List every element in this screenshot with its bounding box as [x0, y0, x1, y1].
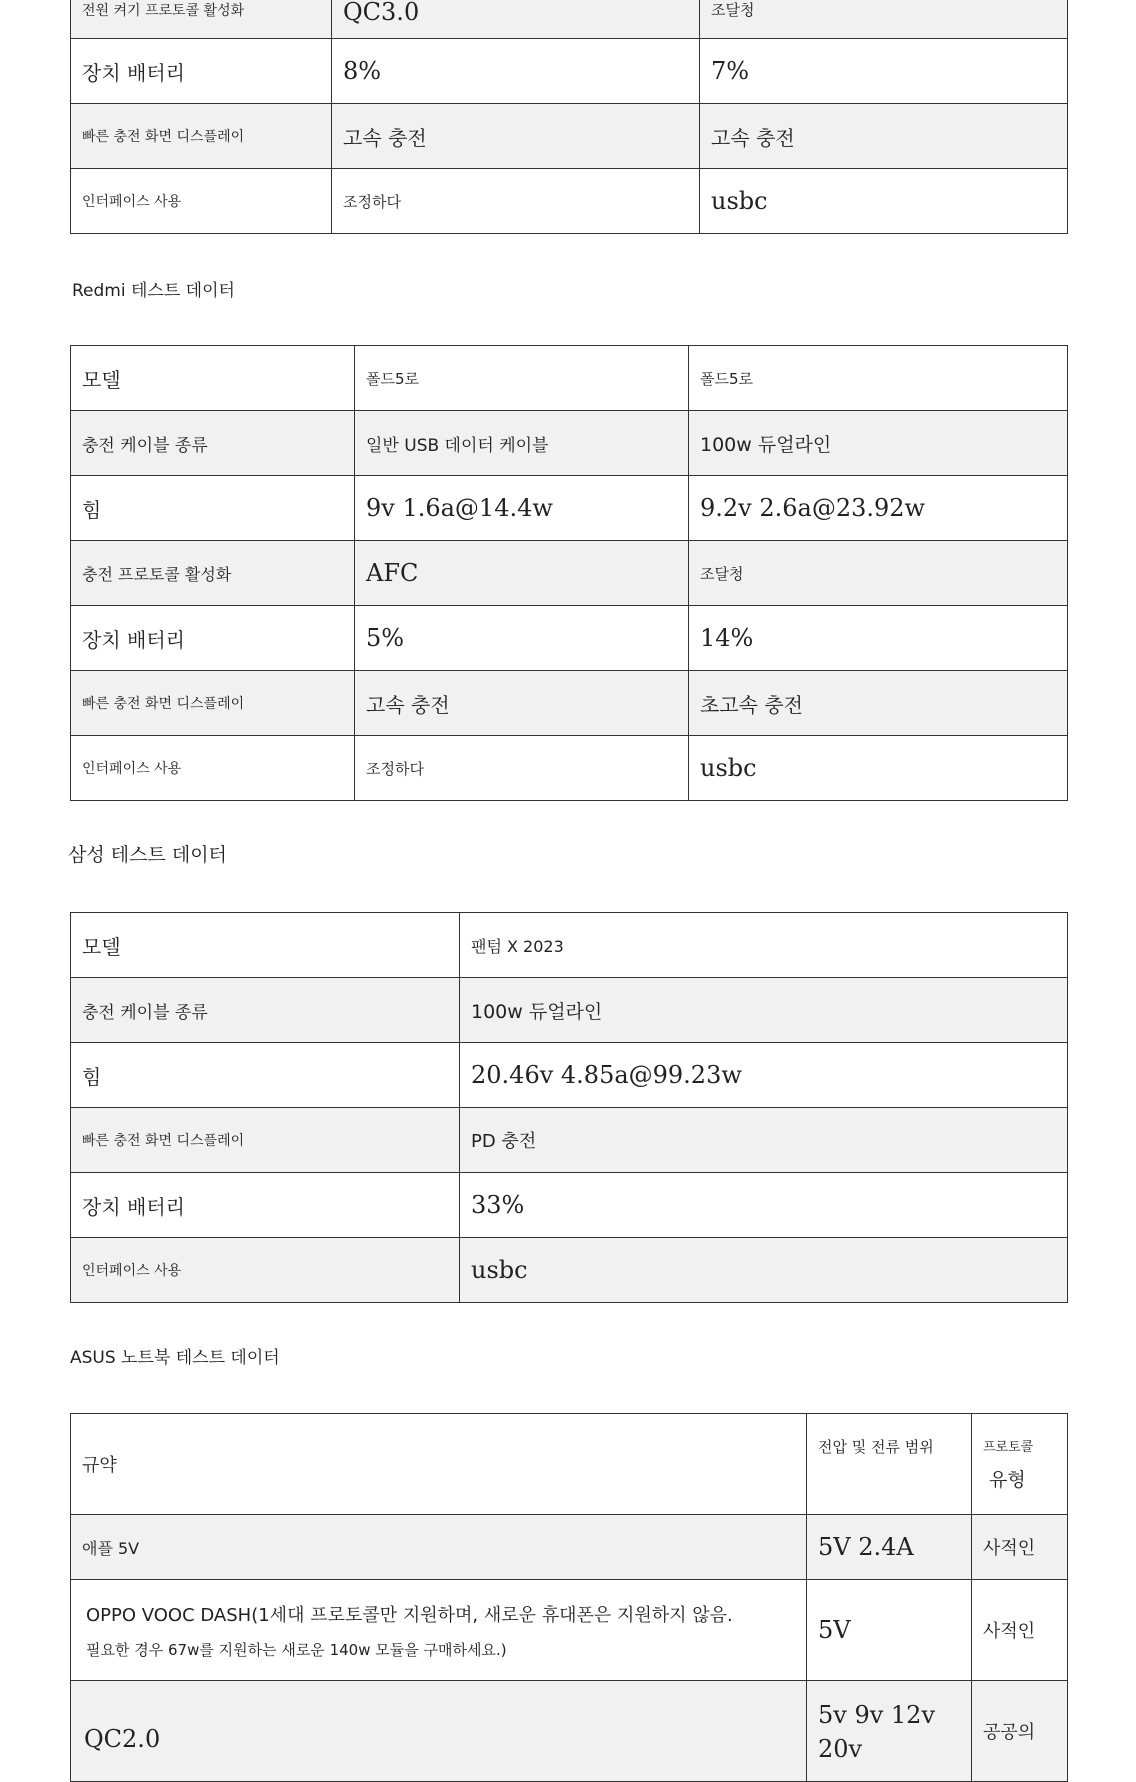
- table-row: [71, 913, 1068, 978]
- row-value: 조달청: [700, 0, 1068, 39]
- table-row: [71, 104, 1068, 169]
- column-header-range: 전압 및 전류 범위: [807, 1414, 972, 1515]
- row-label: 빠른 충전 화면 디스플레이: [71, 104, 332, 169]
- table-row: [71, 978, 1068, 1043]
- table-row: [71, 1580, 1068, 1681]
- column-header-protocol: 규약: [71, 1414, 807, 1515]
- redmi-test-table: [70, 345, 1068, 801]
- row-label: 장치 배터리: [71, 39, 332, 104]
- table-row: [71, 606, 1068, 671]
- row-value: 7%: [700, 39, 1068, 104]
- column-header-type: [972, 1414, 1068, 1515]
- row-label: 모델: [71, 913, 460, 978]
- row-value: 100w 듀얼라인: [460, 978, 1068, 1043]
- range-cell: 5V 2.4A: [807, 1515, 972, 1580]
- row-value: QC3.0: [332, 0, 700, 39]
- table-row: [71, 1515, 1068, 1580]
- protocol-cell: [71, 1580, 807, 1681]
- type-cell: 사적인: [972, 1515, 1068, 1580]
- table-row: [71, 39, 1068, 104]
- asus-test-table: [70, 1413, 1068, 1782]
- row-label: 빠른 충전 화면 디스플레이: [71, 671, 355, 736]
- table-row: [71, 411, 1068, 476]
- table-row: [71, 736, 1068, 801]
- range-cell: [807, 1681, 972, 1782]
- row-value: 고속 충전: [700, 104, 1068, 169]
- row-label: 충전 케이블 종류: [71, 411, 355, 476]
- row-value: 초고속 충전: [689, 671, 1068, 736]
- row-value: 14%: [689, 606, 1068, 671]
- protocol-cell: QC2.0: [71, 1681, 807, 1782]
- row-label: 충전 프로토콜 활성화: [71, 541, 355, 606]
- row-label: 힘: [71, 476, 355, 541]
- row-value: 9.2v 2.6a@23.92w: [689, 476, 1068, 541]
- row-value: PD 충전: [460, 1108, 1068, 1173]
- row-label: 힘: [71, 1043, 460, 1108]
- row-label: 인터페이스 사용: [71, 169, 332, 234]
- row-label: 충전 케이블 종류: [71, 978, 460, 1043]
- table-row: [71, 1043, 1068, 1108]
- table-row: [71, 1173, 1068, 1238]
- type-cell: 사적인: [972, 1580, 1068, 1681]
- row-value: 고속 충전: [332, 104, 700, 169]
- row-label: 장치 배터리: [71, 1173, 460, 1238]
- row-label: 인터페이스 사용: [71, 1238, 460, 1303]
- row-label: 모델: [71, 346, 355, 411]
- column-header-type-line2: 유형: [989, 1469, 1026, 1491]
- table-row: [71, 1108, 1068, 1173]
- table-header-row: [71, 1414, 1068, 1515]
- row-value: usbc: [700, 169, 1068, 234]
- table-row: [71, 169, 1068, 234]
- row-value: 일반 USB 데이터 케이블: [355, 411, 689, 476]
- row-value: 8%: [332, 39, 700, 104]
- row-value: 팬텀 X 2023: [460, 913, 1068, 978]
- row-value: 조정하다: [332, 169, 700, 234]
- table-row: [71, 1681, 1068, 1782]
- protocol-cell-line1: OPPO VOOC DASH(1세대 프로토콜만 지원하며, 새로운 휴대폰은 지원하지 않음.: [86, 1604, 733, 1626]
- redmi-heading: Redmi 테스트 데이터: [72, 281, 235, 301]
- table-row: [71, 346, 1068, 411]
- samsung-test-table: [70, 912, 1068, 1303]
- row-value: 폴드5로: [355, 346, 689, 411]
- table-row: [71, 671, 1068, 736]
- table-row: [71, 541, 1068, 606]
- range-cell: 5V: [807, 1580, 972, 1681]
- protocol-cell-line2: 필요한 경우 67w를 지원하는 새로운 140w 모듈을 구매하세요.): [86, 1640, 507, 1659]
- table-row: [71, 1238, 1068, 1303]
- range-cell-line1: 5v 9v 12v: [818, 1701, 936, 1729]
- asus-heading: ASUS 노트북 테스트 데이터: [70, 1348, 280, 1368]
- row-value: 조정하다: [355, 736, 689, 801]
- row-value: 5%: [355, 606, 689, 671]
- table-row: [71, 476, 1068, 541]
- row-value: 33%: [460, 1173, 1068, 1238]
- samsung-heading: 삼성 테스트 데이터: [68, 844, 227, 866]
- row-value: 고속 충전: [355, 671, 689, 736]
- table-row: [71, 0, 1068, 39]
- column-header-type-line1: 프로토콜: [983, 1440, 1034, 1455]
- row-value: AFC: [355, 541, 689, 606]
- top-test-table: [70, 0, 1068, 234]
- row-value: usbc: [460, 1238, 1068, 1303]
- protocol-cell: 애플 5V: [71, 1515, 807, 1580]
- range-cell-line2: 20v: [818, 1734, 863, 1763]
- row-label: 장치 배터리: [71, 606, 355, 671]
- row-label: 인터페이스 사용: [71, 736, 355, 801]
- row-label: 빠른 충전 화면 디스플레이: [71, 1108, 460, 1173]
- row-value: 폴드5로: [689, 346, 1068, 411]
- row-value: 조달청: [689, 541, 1068, 606]
- row-value: 20.46v 4.85a@99.23w: [460, 1043, 1068, 1108]
- type-cell: 공공의: [972, 1681, 1068, 1782]
- row-value: 100w 듀얼라인: [689, 411, 1068, 476]
- row-label: 전원 켜기 프로토콜 활성화: [71, 0, 332, 39]
- row-value: 9v 1.6a@14.4w: [355, 476, 689, 541]
- row-value: usbc: [689, 736, 1068, 801]
